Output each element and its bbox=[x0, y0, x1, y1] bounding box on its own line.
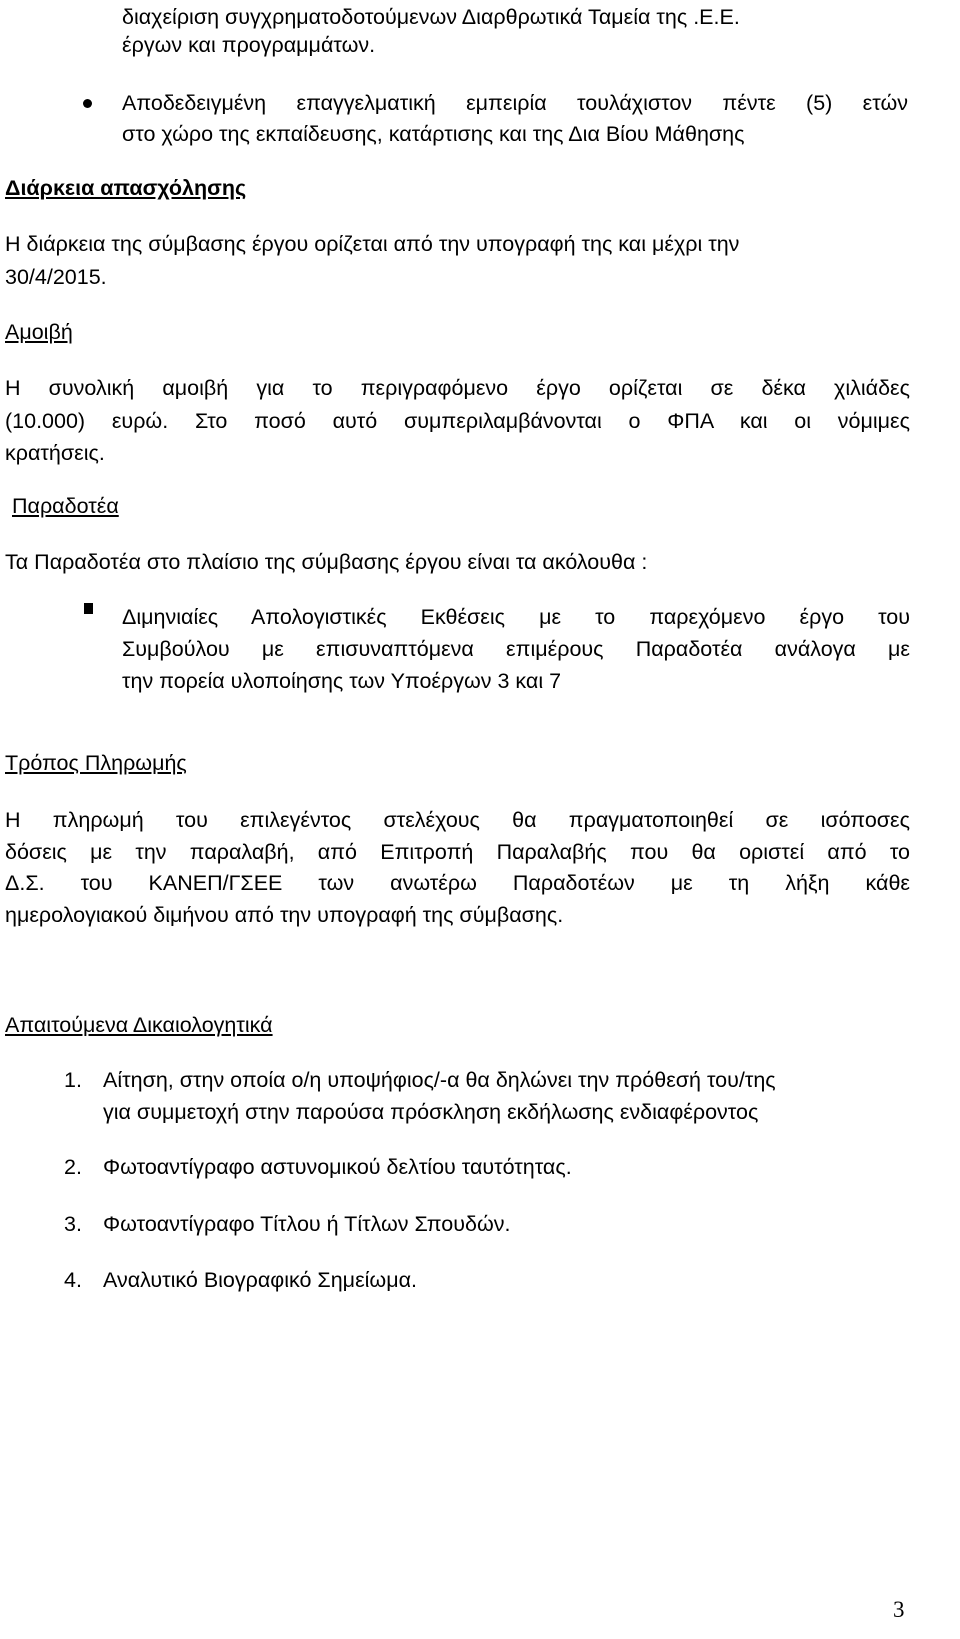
deliverable-item-line-3: την πορεία υλοποίησης των Υποέργων 3 και 7 bbox=[122, 669, 562, 693]
duration-line-1: Η διάρκεια της σύμβασης έργου ορίζεται από την υπογραφή της και μέχρι την bbox=[5, 232, 740, 256]
page-number: 3 bbox=[893, 1597, 905, 1622]
payment-line-4: ημερολογιακού διμήνου από την υπογραφή της σύμβασης. bbox=[5, 903, 564, 927]
intro-line-1: διαχείριση συγχρηματοδοτούμενων Διαρθρωτικά Ταμεία της .Ε.Ε. bbox=[122, 5, 740, 29]
document-item-3-number: 3. bbox=[64, 1212, 82, 1236]
bullet-dot-icon bbox=[83, 99, 92, 108]
document-item-2-number: 2. bbox=[64, 1155, 82, 1179]
documents-heading: Απαιτούμενα Δικαιολογητικά bbox=[5, 1013, 273, 1037]
square-bullet-icon bbox=[84, 603, 93, 614]
document-item-2-line-1: Φωτοαντίγραφο αστυνομικού δελτίου ταυτότητας. bbox=[103, 1155, 572, 1179]
experience-line-1: Αποδεδειγμένη επαγγελματική εμπειρία τουλάχιστον πέντε (5) ετών bbox=[122, 91, 908, 115]
deliverables-heading: Παραδοτέα bbox=[12, 494, 119, 518]
document-item-1-line-1: Αίτηση, στην οποία ο/η υποψήφιος/-α θα δηλώνει την πρόθεσή του/της bbox=[103, 1068, 776, 1092]
fee-line-1: Η συνολική αμοιβή για το περιγραφόμενο έργο ορίζεται σε δέκα χιλιάδες bbox=[5, 376, 910, 400]
document-item-4-line-1: Αναλυτικό Βιογραφικό Σημείωμα. bbox=[103, 1268, 418, 1292]
payment-heading: Τρόπος Πληρωμής bbox=[5, 751, 187, 775]
experience-line-2: στο χώρο της εκπαίδευσης, κατάρτισης και της Δια Βίου Μάθησης bbox=[122, 122, 745, 146]
fee-line-3: κρατήσεις. bbox=[5, 441, 105, 465]
document-item-3-line-1: Φωτοαντίγραφο Τίτλου ή Τίτλων Σπουδών. bbox=[103, 1212, 511, 1236]
document-item-1-line-2: για συμμετοχή στην παρούσα πρόσκληση εκδήλωσης ενδιαφέροντος bbox=[103, 1100, 759, 1124]
duration-line-2: 30/4/2015. bbox=[5, 265, 107, 289]
deliverables-intro: Τα Παραδοτέα στο πλαίσιο της σύμβασης έργου είναι τα ακόλουθα : bbox=[5, 550, 648, 574]
payment-line-2: δόσεις με την παραλαβή, από Επιτροπή Παραλαβής που θα οριστεί από το bbox=[5, 840, 910, 864]
fee-heading: Αμοιβή bbox=[5, 320, 73, 344]
payment-line-3: Δ.Σ. του ΚΑΝΕΠ/ΓΣΕΕ των ανωτέρω Παραδοτέων με τη λήξη κάθε bbox=[5, 871, 910, 895]
payment-line-1: Η πληρωμή του επιλεγέντος στελέχους θα πραγματοποιηθεί σε ισόποσες bbox=[5, 808, 910, 832]
deliverable-item-line-2: Συμβούλου με επισυναπτόμενα επιμέρους Παραδοτέα ανάλογα με bbox=[122, 637, 910, 661]
document-item-1-number: 1. bbox=[64, 1068, 82, 1092]
deliverable-item-line-1: Διμηνιαίες Απολογιστικές Εκθέσεις με το παρεχόμενο έργο του bbox=[122, 605, 910, 629]
fee-line-2: (10.000) ευρώ. Στο ποσό αυτό συμπεριλαμβάνονται ο ΦΠΑ και οι νόμιμες bbox=[5, 409, 910, 433]
intro-line-2: έργων και προγραμμάτων. bbox=[122, 33, 376, 57]
duration-heading: Διάρκεια απασχόλησης bbox=[5, 176, 247, 200]
document-item-4-number: 4. bbox=[64, 1268, 82, 1292]
